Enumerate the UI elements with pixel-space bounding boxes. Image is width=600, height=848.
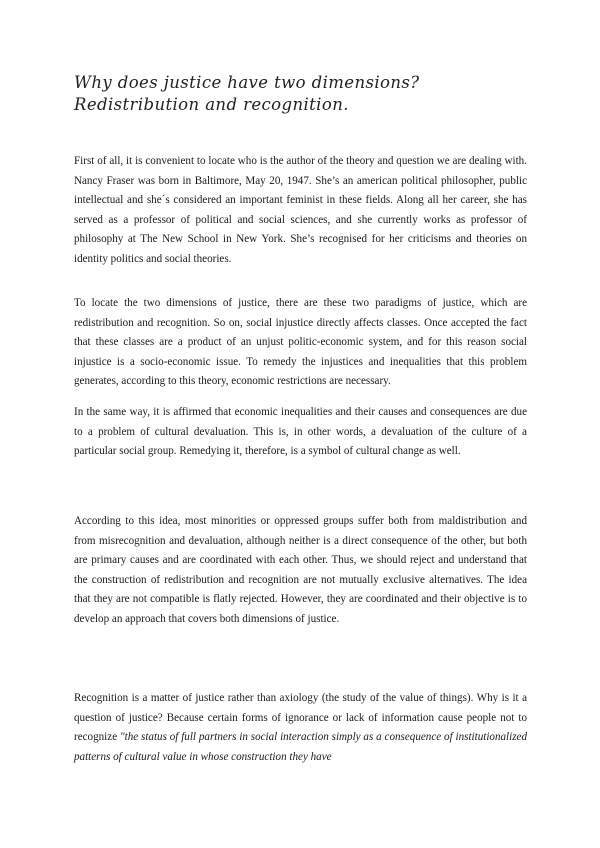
paragraph-author-intro: First of all, it is convenient to locate who is the author of the theory and question we are dealing with. Nancy Fraser was born in Baltimore, May 20, 1947. She’s an american political philosopher, public intellectual and she´s considered an important feminist in these fields. Along all her career, she has served as a professor of political and social sciences, and she currently works as professor of philosophy at The New School in New York. She’s recognised for her criticisms and theories on identity politics and social theories.	[74, 155, 527, 265]
paragraph-two-dimensions: To locate the two dimensions of justice, there are these two paradigms of justice, which are redistribution and recognition. So on, social injustice directly affects classes. Once accepted the fact that these classes are a product of an unjust politic-economic system, and for this reason social injustice is a socio-economic issue. To remedy the injustices and inequalities that this problem generates, according to this theory, economic restrictions are necessary.	[74, 297, 527, 388]
paragraph-recognition-text: Recognition is a matter of justice rather than axiology (the study of the value of things). Why is it a question of justice? Because certain forms of ignorance or lack of information cause people not to recognize	[74, 692, 527, 744]
paragraph-cultural-devaluation: In the same way, it is affirmed that economic inequalities and their causes and consequences are due to a problem of cultural devaluation. This is, in other words, a devaluation of the culture of a particular social group. Remedying it, therefore, is a symbol of cultural change as well.	[74, 406, 527, 458]
paragraph-recognition-justice	[74, 689, 527, 767]
paragraph-minorities: According to this idea, most minorities or oppressed groups suffer both from maldistribution and from misrecognition and devaluation, although neither is a direct consequence of the other, but both are primary causes and are coordinated with each other. Thus, we should reject and understand that the construction of redistribution and recognition are not mutually exclusive alternatives. The idea that they are not compatible is flatly rejected. However, they are coordinated and their objective is to develop an approach that covers both dimensions of justice.	[74, 515, 527, 625]
paragraph-recognition-quote: "the status of full partners in social interaction simply as a consequence of institutionalized patterns of cultural value in whose construction they have	[74, 731, 528, 763]
document-title: Why does justice have two dimensions? Redistribution and recognition.	[74, 73, 420, 114]
